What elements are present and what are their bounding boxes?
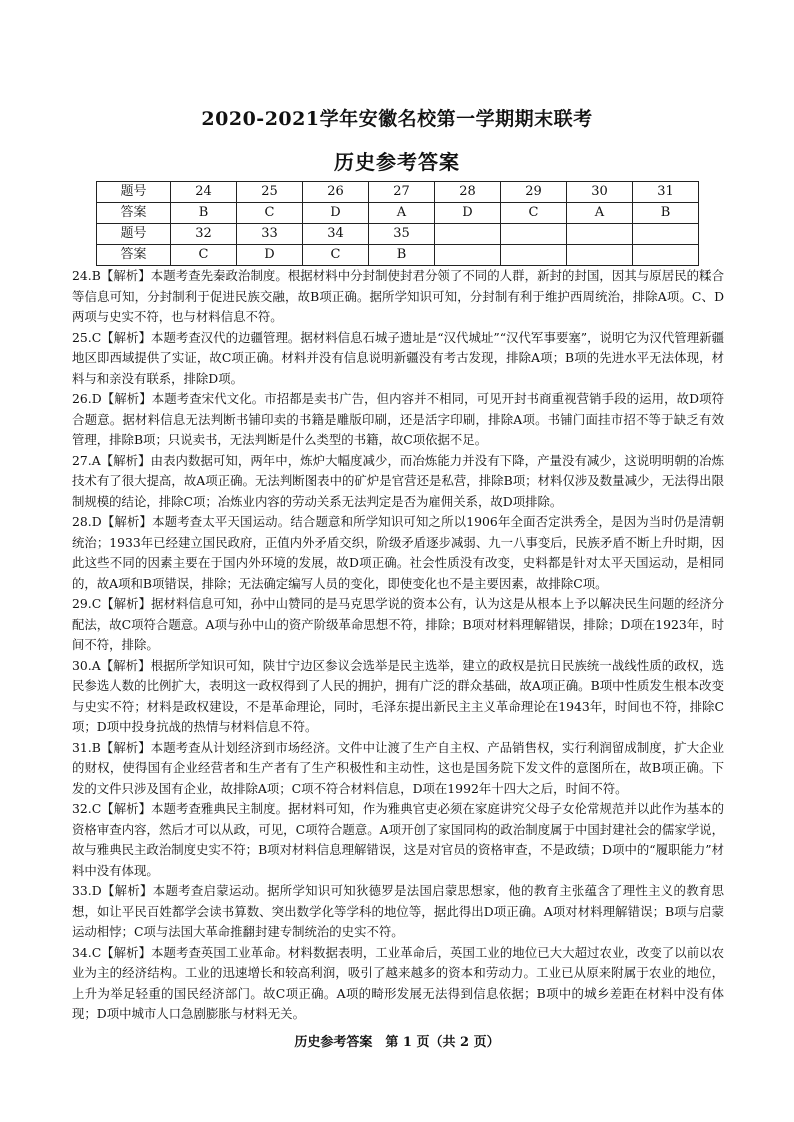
table-cell: [567, 224, 633, 245]
answer-table: [96, 181, 699, 266]
table-cell: C: [237, 203, 303, 224]
explanation-paragraph: 29.C【解析】据材料信息可知，孙中山赞同的是马克思学说的资本公有，认为这是从根本上予以解决民生问题的经济分配法，故C项符合题意。A项与孙中山的资产阶级革命思想不符，排除；B项对材料理解错误，排除；D项在1923年，时间不符，排除。: [72, 596, 724, 652]
row-label: 答案: [97, 245, 171, 266]
page-subtitle: 历史参考答案: [334, 150, 460, 174]
page-footer: 历史参考答案 第 1 页（共 2 页）: [294, 1035, 500, 1050]
table-cell: [435, 245, 501, 266]
table-cell: A: [369, 203, 435, 224]
table-cell: 31: [633, 182, 699, 203]
explanation-paragraph: 27.A【解析】由表内数据可知，两年中，炼炉大幅度减少，而冶炼能力并没有下降，产量没有减少，这说明明朝的冶炼技术有了很大提高，故A项正确。无法判断图表中的矿炉是官营还是私营，排除B项；材料仅涉及数量减少，无法得出限制规模的结论，排除C项；冶炼业内容的劳动关系无法判定是否为雇佣关系，故D项排除。: [72, 452, 724, 509]
table-row: [97, 245, 699, 266]
table-cell: 34: [303, 224, 369, 245]
table-cell: B: [171, 203, 237, 224]
table-cell: [633, 245, 699, 266]
table-row: [97, 182, 699, 203]
table-cell: [567, 245, 633, 266]
explanation-paragraph: 26.D【解析】本题考查宋代文化。市招都是卖书广告，但内容并不相同，可见开封书商重视营销手段的运用，故D项符合题意。据材料信息无法判断书铺印卖的书籍是雕版印刷，还是活字印刷，排除A项。书铺门面挂市招不等于缺乏有效管理，排除B项；只说卖书，无法判断是什么类型的书籍，故C项依据不足。: [72, 391, 724, 447]
table-cell: 28: [435, 182, 501, 203]
table-cell: 25: [237, 182, 303, 203]
table-cell: D: [435, 203, 501, 224]
explanation-paragraph: 33.D【解析】本题考查启蒙运动。据所学知识可知狄德罗是法国启蒙思想家，他的教育主张蕴含了理性主义的教育思想，如让平民百姓都学会读书算数、突出数学化等学科的地位等，据此得出D项正确。A项对材料理解错误；B项与启蒙运动相悖；C项与法国大革命推翻封建专制统治的史实不符。: [72, 883, 724, 939]
row-label: 题号: [97, 182, 171, 203]
explanation-paragraph: 28.D【解析】本题考查太平天国运动。结合题意和所学知识可知之所以1906年全面否定洪秀全，是因为当时仍是清朝统治；1933年已经建立国民政府，正值内外矛盾交织，阶级矛盾逐步减弱、九一八事变后，民族矛盾不断上升时期，因此这些不同的因素主要在于国内外环境的发展，故D项正确。社会性质没有改变，史料都是针对太平天国运动，是相同的，故A项和B项错误，排除；无法确定编写人员的变化，即使变化也不是主要因素，故排除C项。: [72, 514, 724, 591]
explanation-paragraph: 32.C【解析】本题考查雅典民主制度。据材料可知，作为雅典官吏必须在家庭讲究父母子女伦常规范并以此作为基本的资格审查内容，然后才可以从政，可见，C项符合题意。A项开创了家国同构的政治制度属于中国封建社会的儒家学说，故与雅典民主政治制度史实不符；B项对材料信息理解错误，这是对官员的资格审查，不是政绩；D项中的“履职能力”材料中没有体现。: [72, 801, 724, 878]
table-cell: C: [171, 245, 237, 266]
table-cell: [501, 224, 567, 245]
explanation-paragraph: 24.B【解析】本题考查先秦政治制度。根据材料中分封制使封君分领了不同的人群，新封的封国，因其与原居民的糅合等信息可知，分封制利于促进民族交融，故B项正确。据所学知识可知，分封制有利于维护西周统治，排除A项。C、D两项与史实不符，也与材料信息不符。: [72, 268, 724, 324]
table-cell: 33: [237, 224, 303, 245]
table-cell: C: [501, 203, 567, 224]
table-cell: C: [303, 245, 369, 266]
page-title: 2020-2021学年安徽名校第一学期期末联考: [201, 108, 593, 130]
row-label: 答案: [97, 203, 171, 224]
table-cell: B: [369, 245, 435, 266]
explanation-paragraph: 31.B【解析】本题考查从计划经济到市场经济。文件中让渡了生产自主权、产品销售权，实行利润留成制度，扩大企业的财权，使得国有企业经营者和生产者有了生产积极性和主动性，这也是国务院下发文件的意图所在，故B项正确。下发的文件只涉及国有企业，故排除A项；C项不符合材料信息，D项在1992年十四大之后，时间不符。: [72, 739, 724, 796]
table-cell: A: [567, 203, 633, 224]
explanation-paragraph: 25.C【解析】本题考查汉代的边疆管理。据材料信息石城子遗址是“汉代城址”“汉代军事要塞”，说明它为汉代管理新疆地区即西域提供了实证，故C项正确。材料并没有信息说明新疆没有考古发现，排除A项；B项的先进水平无法体现，材料与和亲没有联系，排除D项。: [72, 329, 724, 386]
table-cell: D: [303, 203, 369, 224]
table-row: [97, 203, 699, 224]
table-cell: D: [237, 245, 303, 266]
explanation-paragraph: 34.C【解析】本题考查英国工业革命。材料数据表明，工业革命后，英国工业的地位已大大超过农业，改变了以前以农业为主的经济结构。工业的迅速增长和较高利润，吸引了越来越多的资本和劳动力。工业已从原来附属于农业的地位，上升为举足轻重的国民经济部门。故C项正确。A项的畸形发展无法得到信息依据；B项中的城乡差距在材料中没有体现；D项中城市人口急剧膨胀与材料无关。: [72, 944, 724, 1021]
table-cell: [633, 224, 699, 245]
table-cell: B: [633, 203, 699, 224]
table-cell: 26: [303, 182, 369, 203]
table-cell: 29: [501, 182, 567, 203]
table-row: [97, 224, 699, 245]
table-cell: 35: [369, 224, 435, 245]
explanation-paragraph: 30.A【解析】根据所学知识可知，陕甘宁边区参议会选举是民主选举，建立的政权是抗日民族统一战线性质的政权，选民参选人数的比例扩大，表明这一政权得到了人民的拥护，拥有广泛的群众基础，故A项正确。B项中性质发生根本改变与史实不符；材料是政权建设，不是革命理论，同时，毛泽东提出新民主主义革命理论在1943年，时间也不符，排除C项；D项中投身抗战的热情与材料信息不符。: [72, 657, 724, 734]
table-cell: [435, 224, 501, 245]
table-cell: 24: [171, 182, 237, 203]
row-label: 题号: [97, 224, 171, 245]
table-cell: [501, 245, 567, 266]
explanations: [72, 266, 724, 1025]
table-cell: 32: [171, 224, 237, 245]
table-cell: 27: [369, 182, 435, 203]
table-cell: 30: [567, 182, 633, 203]
